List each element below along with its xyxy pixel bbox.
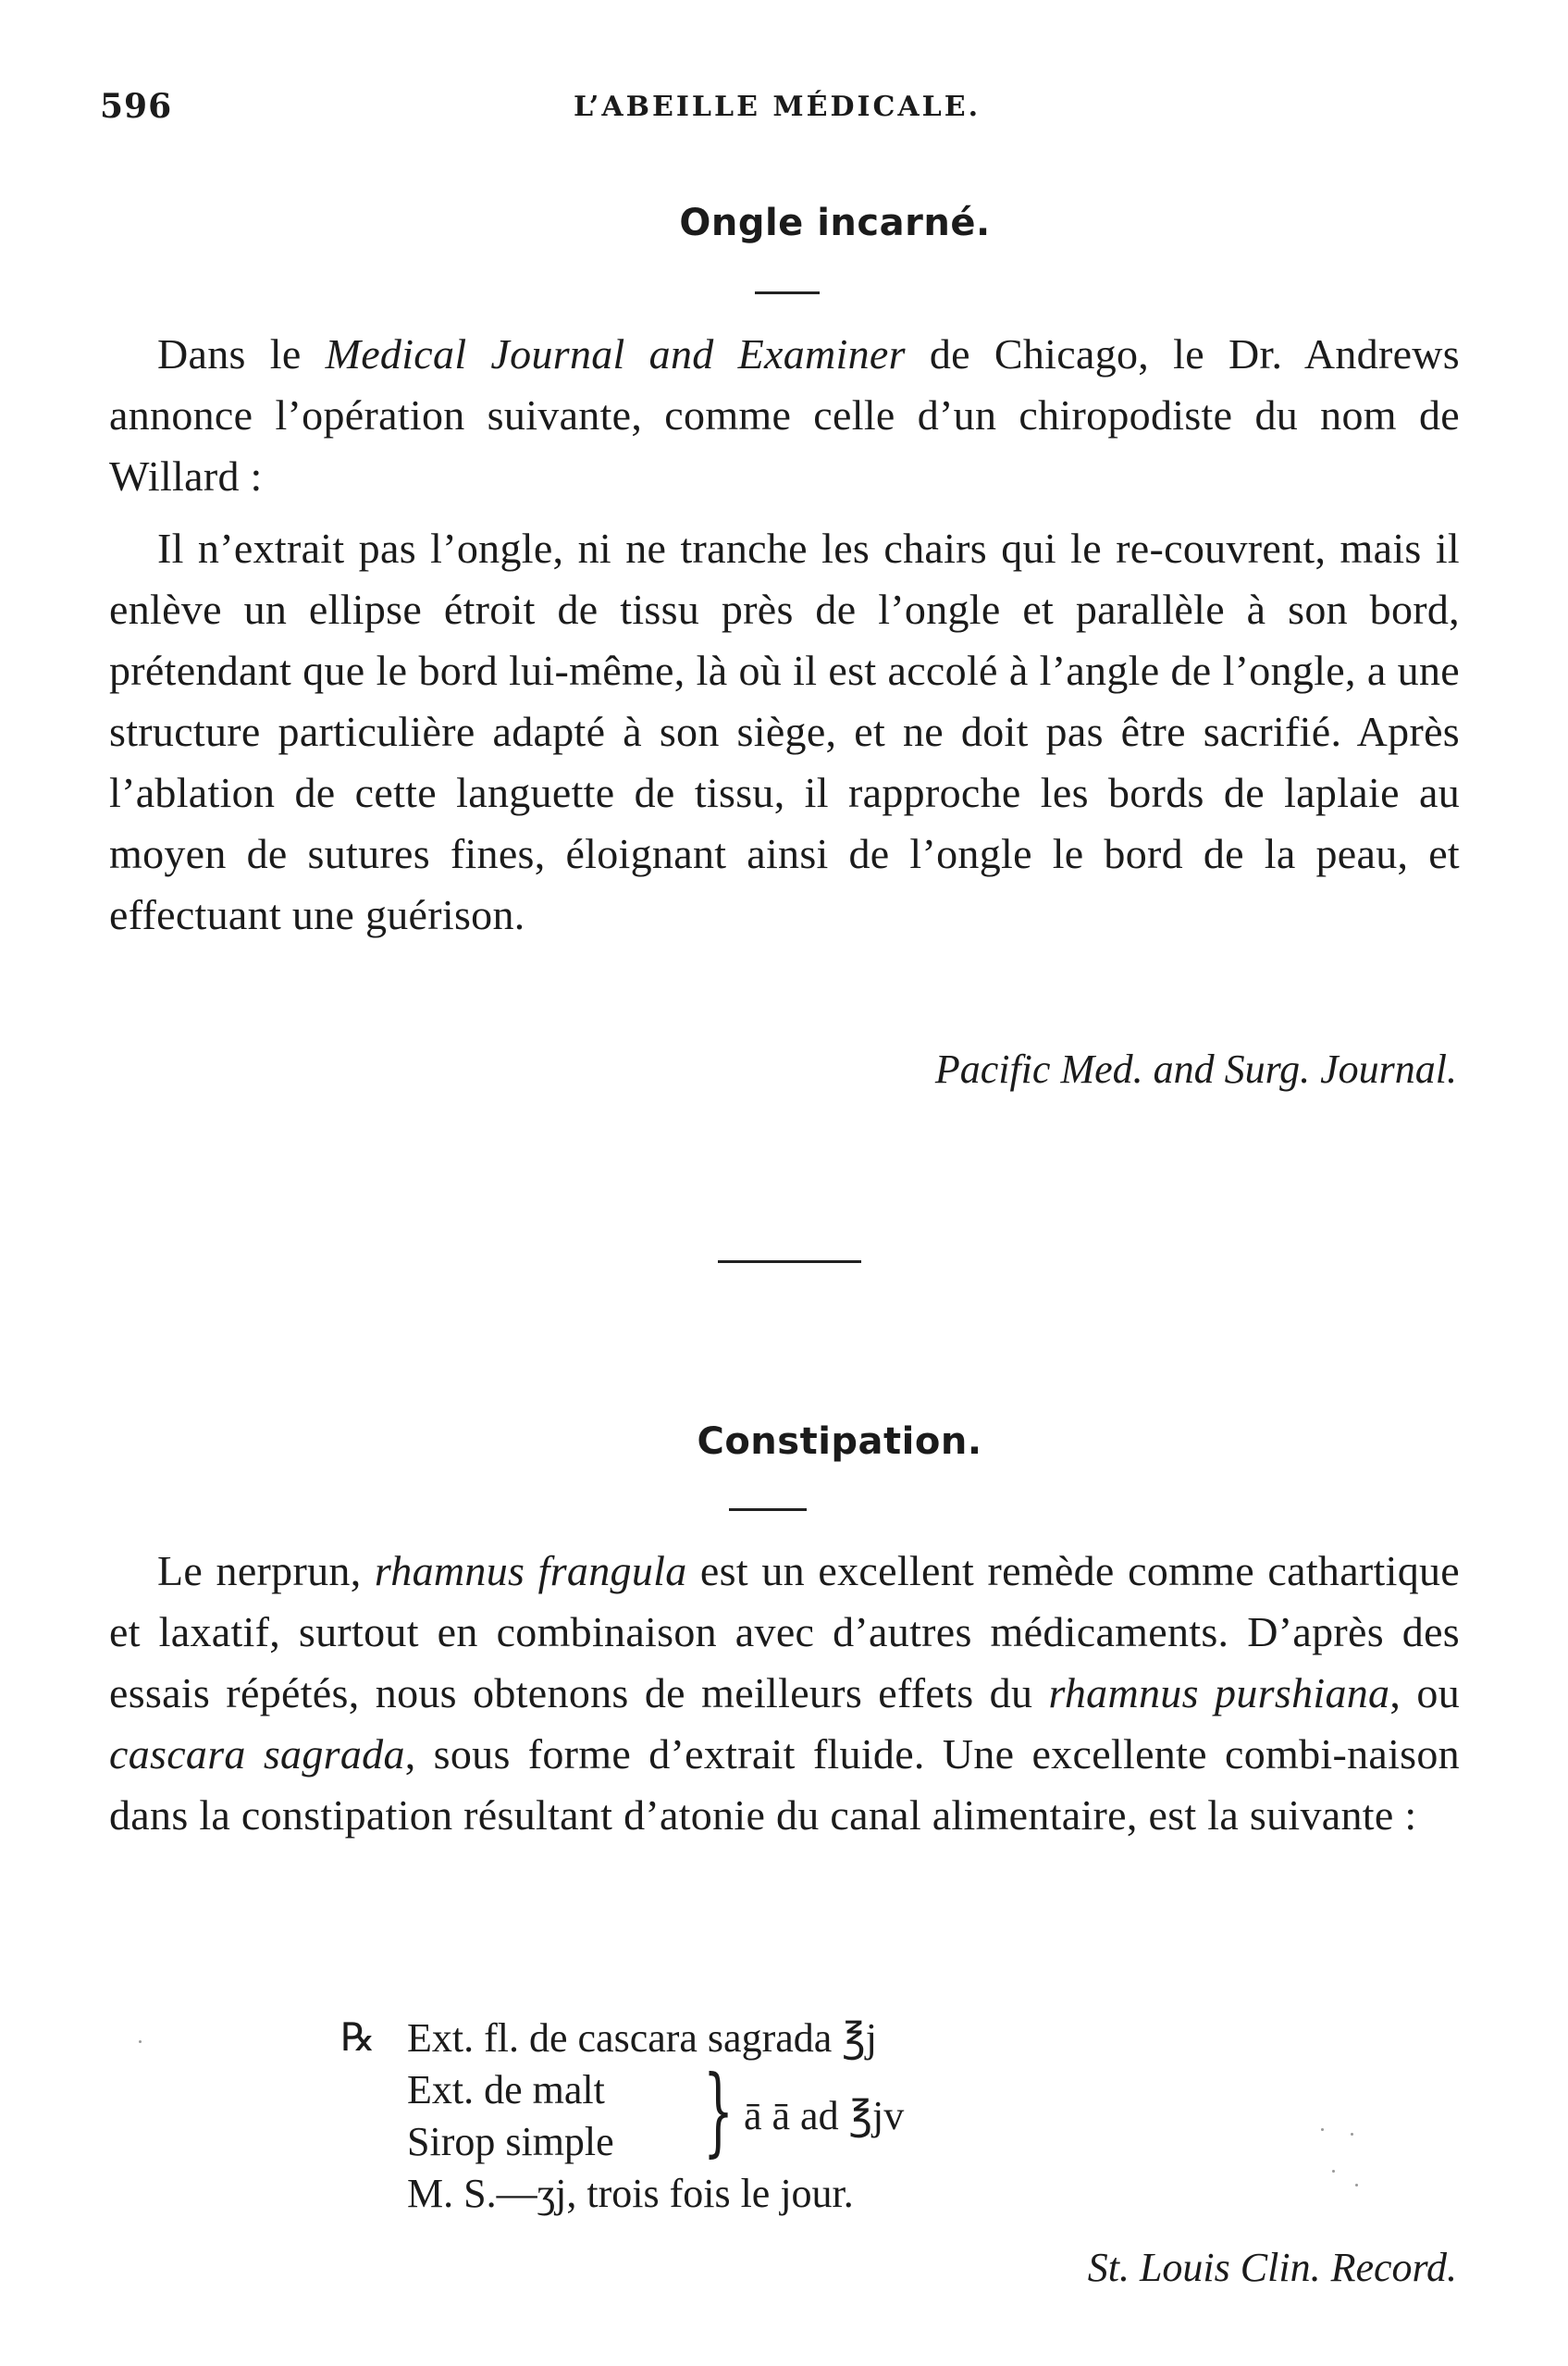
heading-rule [755, 291, 820, 294]
text-run: Le nerprun, [157, 1547, 375, 1594]
text-run: , ou [1389, 1669, 1460, 1716]
prescription-line: Sirop simple [407, 2119, 614, 2164]
section-divider [718, 1260, 861, 1263]
paragraph-procedure: Il n’extrait pas l’ongle, ni ne tranche les chairs qui le re-couvrent, mais il enlève un ellipse étroit de tissu près de l’ongle et parallèle à son bord, prétendant que le bord lui-même, là où il est accolé à l’angle de l’ongle, a une structure particulière adapté à son siège, et ne doit pas être sacrifié. Après l’ablation de cette languette de tissu, il rapproche les bords de laplaie au moyen de sutures fines, éloignant ainsi de l’ongle le bord de la peau, et effectuant une guérison. [109, 525, 1460, 938]
heading-rule [729, 1508, 807, 1511]
prescription-combined-dose: ā ā ad ℥jv [744, 2093, 905, 2138]
latin-name: cascara sagrada [109, 1730, 405, 1778]
page-speck [1355, 2184, 1358, 2186]
prescription-line: Ext. fl. de cascara sagrada ℥j [407, 2015, 877, 2061]
rx-symbol: ℞ [340, 2017, 376, 2060]
text-run: de Chicago, le Dr. Andrews annonce l’opération suivante, comme celle d’un chiropodiste du nom de Willard : [109, 330, 1461, 500]
page-speck [1332, 2170, 1335, 2173]
page-speck [1351, 2133, 1353, 2136]
text-run: Dans le [157, 330, 326, 378]
page-speck [1321, 2128, 1324, 2131]
text-run: , sous forme d’extrait fluide. Une excellente combi-naison dans la constipation résultant d’atonie du canal alimentaire, est la suivante : [109, 1730, 1460, 1839]
brace: } [703, 2054, 735, 2167]
page-speck [139, 2040, 142, 2043]
section-title-ingrown-nail: Ongle incarné. [679, 202, 991, 244]
prescription-directions: M. S.—ʒj, trois fois le jour. [407, 2171, 854, 2216]
paragraph-intro [109, 324, 1460, 507]
source-citation: Pacific Med. and Surg. Journal. [934, 1047, 1457, 1092]
section-title-constipation: Constipation. [697, 1420, 982, 1463]
latin-name: rhamnus purshiana [1048, 1669, 1390, 1716]
running-title: L’ABEILLE MÉDICALE. [574, 91, 982, 123]
journal-name: Medical Journal and Examiner [325, 330, 906, 378]
page-number: 596 [100, 87, 173, 126]
paragraph-constipation [109, 1541, 1460, 1846]
source-citation: St. Louis Clin. Record. [1087, 2245, 1457, 2290]
latin-name: rhamnus frangula [374, 1547, 687, 1594]
text-run: est un excellent remède comme cathartique et laxatif, surtout en combinaison avec d’autres médicaments. D’après des essais répétés, nous obtenons de meilleurs effets du [109, 1547, 1461, 1716]
prescription-line: Ext. de malt [407, 2067, 605, 2112]
